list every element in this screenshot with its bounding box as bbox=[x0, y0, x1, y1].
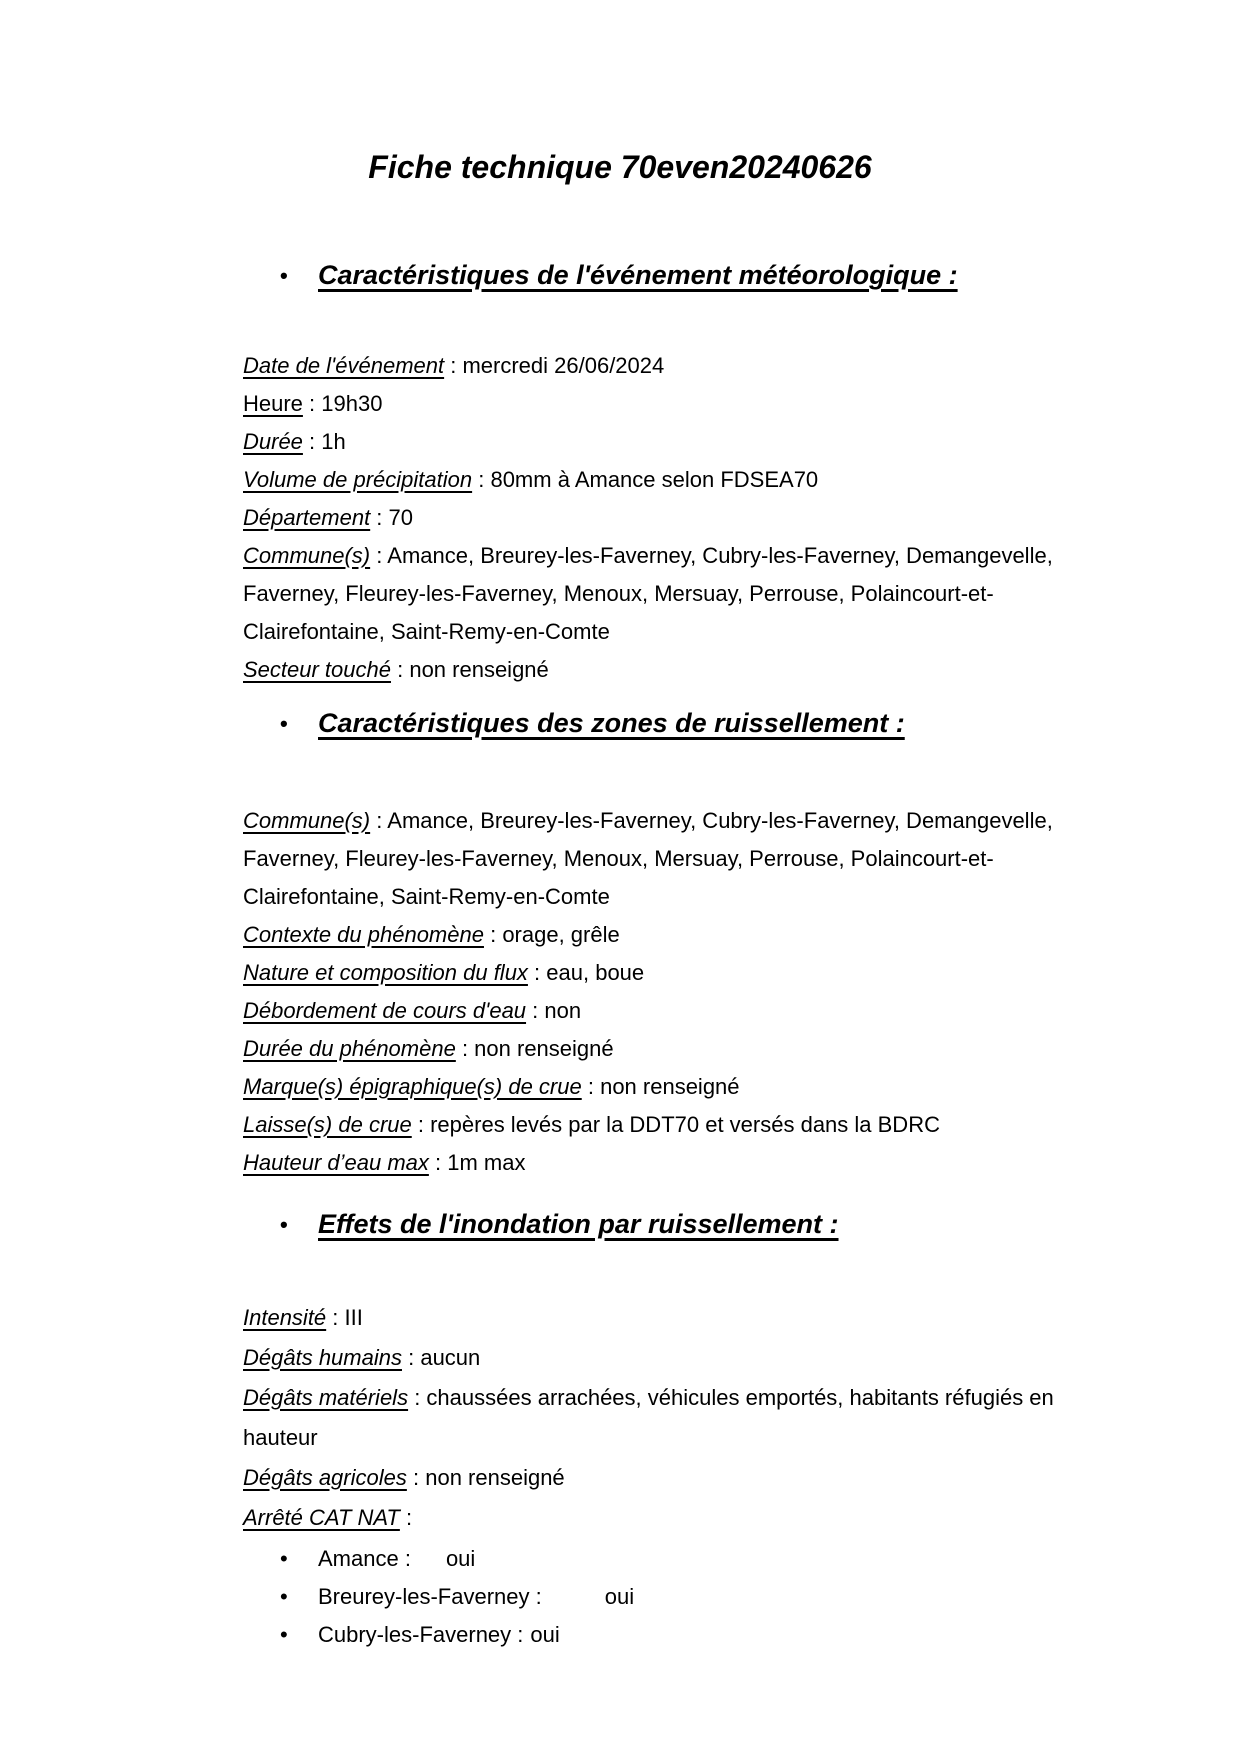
commune-value: oui bbox=[530, 1622, 560, 1647]
field-label: Nature et composition du flux bbox=[243, 960, 528, 985]
field-departement bbox=[243, 499, 1091, 537]
field-separator: : bbox=[444, 353, 463, 378]
field-label: Volume de précipitation bbox=[243, 467, 473, 492]
field-value: orage, grêle bbox=[502, 922, 620, 947]
section-effets-inondation bbox=[0, 1207, 1240, 1654]
field-separator: : bbox=[472, 467, 491, 492]
commune-name: Cubry-les-Faverney : bbox=[318, 1622, 524, 1647]
commune-value: oui bbox=[604, 1584, 635, 1609]
list-item-amance bbox=[280, 1540, 1240, 1578]
field-hauteur-eau-max bbox=[243, 1144, 1091, 1182]
field-separator: : bbox=[370, 505, 389, 530]
section-zones-ruissellement bbox=[0, 706, 1240, 1182]
field-value: repères levés par la DDT70 et versés dans la BDRC bbox=[430, 1112, 940, 1137]
field-label: Arrêté CAT NAT bbox=[243, 1505, 400, 1530]
bullet-icon: • bbox=[280, 1622, 288, 1647]
field-label: Date de l'événement bbox=[243, 353, 445, 378]
section-heading: Caractéristiques des zones de ruissellement : bbox=[318, 708, 905, 738]
field-list bbox=[243, 802, 1091, 1182]
section-heading-row bbox=[280, 258, 1240, 293]
field-degats-agricoles bbox=[243, 1458, 1091, 1498]
field-label: Dégâts matériels bbox=[243, 1385, 409, 1410]
field-value: non renseigné bbox=[409, 657, 549, 682]
bullet-icon: • bbox=[280, 1212, 288, 1237]
field-value: aucun bbox=[420, 1345, 481, 1370]
section-evenement-meteorologique bbox=[0, 258, 1240, 689]
field-value: 1m max bbox=[447, 1150, 526, 1175]
list-item-cubry bbox=[280, 1616, 1240, 1654]
field-list bbox=[243, 347, 1091, 689]
field-separator: : bbox=[390, 657, 410, 682]
field-value: non renseigné bbox=[425, 1465, 565, 1490]
section-heading-row bbox=[280, 1207, 1240, 1242]
field-separator: : bbox=[428, 1150, 448, 1175]
cat-nat-list bbox=[280, 1540, 1240, 1654]
field-value: 70 bbox=[388, 505, 414, 530]
field-separator: : bbox=[401, 1345, 421, 1370]
field-label: Secteur touché bbox=[243, 657, 391, 682]
field-separator: : bbox=[526, 998, 545, 1023]
field-separator: : bbox=[302, 429, 322, 454]
bullet-icon: • bbox=[280, 1546, 288, 1571]
field-value: eau, boue bbox=[546, 960, 645, 985]
field-label: Dégâts agricoles bbox=[243, 1465, 407, 1490]
field-label: Intensité bbox=[243, 1305, 327, 1330]
field-value: chaussées arrachées, véhicules emportés, habitants réfugiés en hauteur bbox=[243, 1385, 1054, 1450]
field-separator: : bbox=[406, 1465, 426, 1490]
field-secteur-touche bbox=[243, 651, 1091, 689]
field-value: non renseigné bbox=[600, 1074, 740, 1099]
commune-name: Breurey-les-Faverney : bbox=[318, 1584, 542, 1609]
bullet-icon: • bbox=[280, 711, 288, 736]
field-value: 80mm à Amance selon FDSEA70 bbox=[490, 467, 819, 492]
field-label: Débordement de cours d'eau bbox=[243, 998, 527, 1023]
field-separator: : bbox=[399, 1505, 413, 1530]
field-separator: : bbox=[408, 1385, 427, 1410]
field-list bbox=[243, 1298, 1091, 1538]
field-nature-composition-flux bbox=[243, 954, 1091, 992]
field-date-evenement bbox=[243, 347, 1091, 385]
field-degats-humains bbox=[243, 1338, 1091, 1378]
commune-name: Amance : bbox=[318, 1546, 411, 1571]
field-separator: : bbox=[411, 1112, 431, 1137]
field-value: Amance, Breurey-les-Faverney, Cubry-les-Faverney, Demangevelle, Faverney, Fleurey-les-Faverney, Menoux, Mersuay, Perrouse, Polaincourt-et-Clairefontaine, Saint-Remy-en-Comte bbox=[243, 808, 1053, 909]
field-intensite bbox=[243, 1298, 1091, 1338]
field-value: III bbox=[344, 1305, 363, 1330]
field-label: Contexte du phénomène bbox=[243, 922, 484, 947]
field-debordement-cours-eau bbox=[243, 992, 1091, 1030]
field-separator: : bbox=[302, 391, 322, 416]
field-duree bbox=[243, 423, 1091, 461]
field-label: Dégâts humains bbox=[243, 1345, 402, 1370]
field-value: mercredi 26/06/2024 bbox=[462, 353, 665, 378]
field-arrete-cat-nat bbox=[243, 1498, 1091, 1538]
field-degats-materiels bbox=[243, 1378, 1091, 1458]
field-value: 19h30 bbox=[321, 391, 383, 416]
field-separator: : bbox=[455, 1036, 475, 1061]
field-separator: : bbox=[581, 1074, 601, 1099]
field-communes bbox=[243, 802, 1091, 916]
field-marques-epigraphiques bbox=[243, 1068, 1091, 1106]
field-value: 1h bbox=[321, 429, 346, 454]
field-label: Commune(s) bbox=[243, 543, 371, 568]
field-label: Laisse(s) de crue bbox=[243, 1112, 412, 1137]
field-label: Marque(s) épigraphique(s) de crue bbox=[243, 1074, 582, 1099]
field-contexte-phenomene bbox=[243, 916, 1091, 954]
field-label: Hauteur d’eau max bbox=[243, 1150, 429, 1175]
field-heure bbox=[243, 385, 1091, 423]
section-heading: Effets de l'inondation par ruissellement : bbox=[318, 1209, 839, 1239]
field-separator: : bbox=[483, 922, 503, 947]
field-label: Heure bbox=[243, 391, 303, 416]
field-value: non bbox=[544, 998, 582, 1023]
bullet-icon: • bbox=[280, 263, 288, 288]
field-separator: : bbox=[370, 543, 388, 568]
field-laisses-de-crue bbox=[243, 1106, 1091, 1144]
list-item-breurey bbox=[280, 1578, 1240, 1616]
field-separator: : bbox=[527, 960, 547, 985]
field-duree-phenomene bbox=[243, 1030, 1091, 1068]
field-label: Commune(s) bbox=[243, 808, 371, 833]
section-heading: Caractéristiques de l'événement météorologique : bbox=[318, 260, 958, 290]
bullet-icon: • bbox=[280, 1584, 288, 1609]
field-value: non renseigné bbox=[474, 1036, 614, 1061]
field-communes bbox=[243, 537, 1091, 651]
page-title: Fiche technique 70even20240626 bbox=[368, 149, 872, 185]
field-volume-precipitation bbox=[243, 461, 1091, 499]
section-heading-row bbox=[280, 706, 1240, 741]
field-value: Amance, Breurey-les-Faverney, Cubry-les-Faverney, Demangevelle, Faverney, Fleurey-les-Faverney, Menoux, Mersuay, Perrouse, Polaincourt-et-Clairefontaine, Saint-Remy-en-Comte bbox=[243, 543, 1053, 644]
field-label: Durée du phénomène bbox=[243, 1036, 456, 1061]
field-separator: : bbox=[326, 1305, 345, 1330]
field-label: Département bbox=[243, 505, 371, 530]
field-separator: : bbox=[370, 808, 388, 833]
commune-value: oui bbox=[445, 1546, 476, 1571]
field-label: Durée bbox=[243, 429, 303, 454]
